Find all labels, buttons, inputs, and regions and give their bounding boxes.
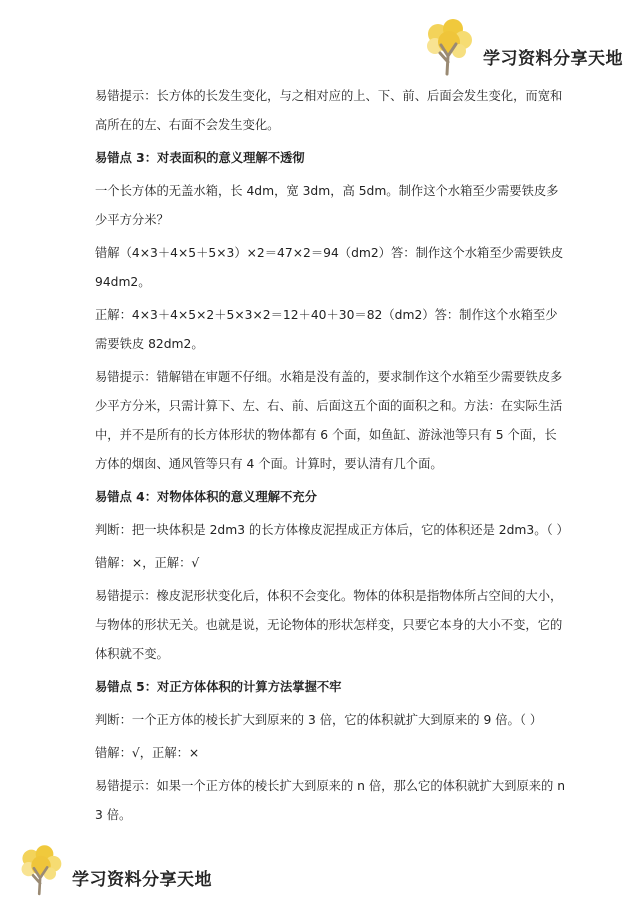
tree-icon: [423, 18, 475, 76]
paragraph: 正解：4×3＋4×5×2＋5×3×2＝12＋40＋30＝82（dm2）答：制作这个水箱至少需要铁皮 82dm2。: [95, 308, 558, 351]
paragraph: 错解（4×3＋4×5＋5×3）×2＝47×2＝94（dm2）答：制作这个水箱至少需要铁皮 94dm2。: [95, 246, 564, 289]
section-heading: 易错点 4：对物体体积的意义理解不充分: [95, 490, 317, 504]
document-body: [95, 82, 569, 834]
paragraph: 判断：把一块体积是 2dm3 的长方体橡皮泥捏成正方体后，它的体积还是 2dm3。（ ）: [95, 523, 569, 537]
paragraph: 易错提示：如果一个正方体的棱长扩大到原来的 n 倍，那么它的体积就扩大到原来的 n3 倍。: [95, 779, 566, 822]
paragraph: 错解：√，正解：×: [95, 746, 200, 760]
brand-name: 学习资料分享天地: [72, 869, 212, 890]
paragraph: 易错提示：长方体的长发生变化，与之相对应的上、下、前、后面会发生变化，而宽和高所在的左、右面不会发生变化。: [95, 89, 563, 132]
footer-logo: [18, 844, 212, 896]
paragraph: 易错提示：橡皮泥形状变化后，体积不会变化。物体的体积是指物体所占空间的大小，与物体的形状无关。也就是说，无论物体的形状怎样变，只要它本身的大小不变，它的体积就不变。: [95, 589, 563, 661]
paragraph: 判断：一个正方体的棱长扩大到原来的 3 倍，它的体积就扩大到原来的 9 倍。（ ）: [95, 713, 543, 727]
section-heading: 易错点 5：对正方体体积的计算方法掌握不牢: [95, 680, 342, 694]
paragraph: 一个长方体的无盖水箱，长 4dm，宽 3dm，高 5dm。制作这个水箱至少需要铁皮多少平方分米？: [95, 184, 559, 227]
tree-icon: [18, 844, 64, 896]
paragraph: 错解：×，正解：√: [95, 556, 200, 570]
brand-name: 学习资料分享天地: [483, 48, 623, 69]
header-logo: [423, 18, 623, 76]
section-heading: 易错点 3：对表面积的意义理解不透彻: [95, 151, 305, 165]
paragraph: 易错提示：错解错在审题不仔细。水箱是没有盖的，要求制作这个水箱至少需要铁皮多少平方分米，只需计算下、左、右、前、后面这五个面的面积之和。方法：在实际生活中，并不是所有的长方体形状的物体都有 6 个面，如鱼缸、游泳池等只有 5 个面，长方体的烟囱、通风管等只有 4 个面。计算时，要认清有几个面。: [95, 370, 563, 471]
